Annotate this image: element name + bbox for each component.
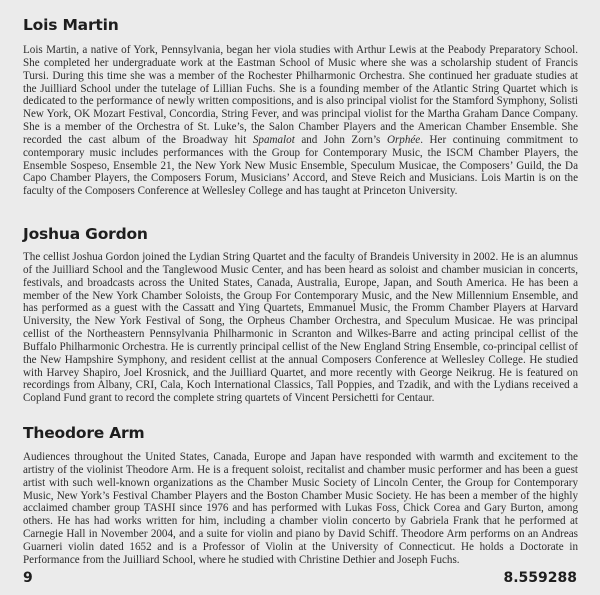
section-heading-joshua-gordon: Joshua Gordon [23, 225, 148, 243]
bio-lois-martin [23, 44, 578, 198]
page-number: 9 [23, 570, 33, 586]
bio-theodore-arm: Audiences throughout the United States, Canada, Europe and Japan have responded with warmth and excitement to the artistry of the violinist Theodore Arm. He is a frequent soloist, recitalist and chamber music performer and has been a guest artist with such well-known organizations as the Chamber Music Society of Lincoln Center, the Group for Contemporary Music, New York’s Festival Chamber Players and the Boston Chamber Music Society. He has been a member of the highly acclaimed chamber group TASHI since 1976 and has performed with Lukas Foss, Chick Corea and Gary Burton, among others. He has had works written for him, including a chamber violin concerto by Gabriela Frank that he performed at Carnegie Hall in November 2004, and a suite for violin and piano by David Schiff. Theodore Arm performs on an Andreas Guarneri violin dated 1652 and is a Professor of Violin at the University of Connecticut. He holds a Doctorate in Performance from the Juilliard School, where he studied with Christine Dethier and Joseph Fuchs. [23, 451, 578, 566]
section-heading-theodore-arm: Theodore Arm [23, 424, 145, 442]
bio-text: and John Zorn’s [294, 133, 387, 146]
bio-text: . Her continuing commitment to contemporary music includes performances with the Group for Contemporary Music, the ISCM Chamber Players, the Ensemble Sospeso, Ensemble 21, the New York New Music Ensemble, Speculum Musicae, the Composers’ Guild, the Da Capo Chamber Players, the Composers Forum, Musicians’ Accord, and Steve Reich and Musicians. Lois Martin is on the faculty of the Composers Conference at Wellesley College and has taught at Princeton University. [23, 133, 578, 198]
bio-title-italic: Orphée [386, 133, 421, 146]
catalog-number: 8.559288 [503, 570, 577, 586]
bio-joshua-gordon: The cellist Joshua Gordon joined the Lydian String Quartet and the faculty of Brandeis University in 2002. He is an alumnus of the Juilliard School and the Tanglewood Music Center, and has been heard as soloist and chamber musician in concerts, festivals, and broadcasts across the United States, Canada, Australia, Europe, Japan, and South America. He has been a member of the New York Chamber Soloists, the Group For Contemporary Music, and the New Millennium Ensemble, and has performed as a guest with the Cassatt and Ying Quartets, Emmanuel Music, the Fromm Chamber Players at Harvard University, the New York Festival of Song, the Orpheus Chamber Orchestra, and Speculum Musicae. He was principal cellist of the Northeastern Pennsylvania Philharmonic in Scranton and Wilkes-Barre and acting principal cellist of the Buffalo Philharmonic Orchestra. He is currently principal cellist of the New England String Ensemble, co-principal cellist of the New Hampshire Symphony, and resident cellist at the annual Composers Conference at Wellesley College. He studied with Harvey Shapiro, Joel Krosnick, and the Juilliard Quartet, and more recently with George Neikrug. He is featured on recordings from Albany, CRI, Cala, Koch International Classics, Tall Poppies, and Tzadik, and with the Lydians received a Copland Fund grant to record the complete string quartets of Vincent Persichetti for Centaur. [23, 251, 578, 405]
section-heading-lois-martin: Lois Martin [23, 16, 119, 34]
bio-title-italic: Spamalot [252, 133, 295, 146]
bio-text: Lois Martin, a native of York, Pennsylvania, began her viola studies with Arthur Lewis at the Peabody Preparatory School. She completed her undergraduate work at the Eastman School of Music where she was a scholarship student of Francis Tursi. During this time she was a member of the Rochester Philharmonic Orchestra. She continued her graduate studies at the Juilliard School under the tutelage of Lillian Fuchs. She is a founding member of the Atlantic String Quartet which is dedicated to the performance of newly written compositions, and is also principal violist for the Stamford Symphony, Solisti New York, OK Mozart Festival, Concordia, String Fever, and was principal violist for the Martha Graham Dance Company. She is a member of the Orchestra of St. Luke’s, the Salon Chamber Players and the American Chamber Ensemble. She recorded the cast album of the Broadway hit [23, 44, 578, 146]
